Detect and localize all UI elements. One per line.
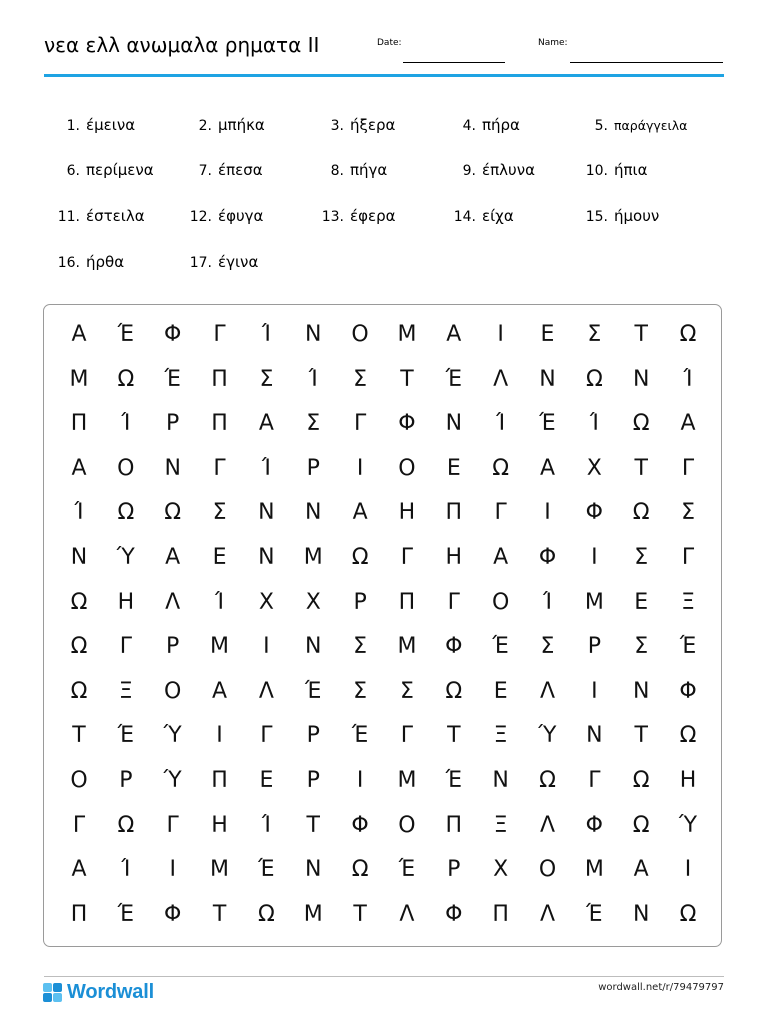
grid-letter[interactable]: Ί <box>121 857 131 883</box>
grid-letter[interactable]: Ξ <box>493 812 508 838</box>
grid-letter[interactable]: Ω <box>70 678 88 704</box>
grid-letter[interactable]: Ν <box>632 678 650 704</box>
grid-letter[interactable]: Ι <box>544 500 551 526</box>
grid-letter[interactable]: Τ <box>72 723 86 749</box>
word-text: έφερα <box>350 207 396 225</box>
grid-letter[interactable]: Ω <box>492 455 510 481</box>
grid-letter[interactable]: Φ <box>351 812 369 838</box>
grid-letter[interactable]: Ι <box>497 322 504 347</box>
grid-letter[interactable]: Ε <box>634 589 649 615</box>
grid-letter[interactable]: Φ <box>538 545 557 570</box>
grid-letter[interactable]: Ν <box>632 366 650 392</box>
grid-letter[interactable]: Έ <box>305 678 322 704</box>
grid-letter[interactable]: Α <box>539 455 556 481</box>
grid-letter[interactable]: Τ <box>634 322 648 347</box>
grid-letter[interactable]: Π <box>211 768 228 793</box>
grid-letter[interactable]: Α <box>633 857 649 883</box>
grid-letter[interactable]: Έ <box>117 322 135 347</box>
word-text: ήμουν <box>614 207 660 225</box>
grid-letter[interactable]: Ί <box>215 589 225 615</box>
word-number: 14. <box>453 209 476 225</box>
word-text: πήγα <box>350 161 388 179</box>
grid-letter[interactable]: Έ <box>586 901 603 927</box>
grid-letter[interactable]: Ν <box>586 723 603 749</box>
grid-letter[interactable]: Ω <box>257 901 275 927</box>
grid-letter[interactable]: Σ <box>306 411 321 437</box>
grid-letter[interactable]: Α <box>493 545 509 570</box>
grid-letter[interactable]: Π <box>211 366 228 392</box>
grid-letter[interactable]: Μ <box>397 634 417 660</box>
grid-letter[interactable]: Α <box>71 322 87 347</box>
grid-letter[interactable]: Π <box>211 411 228 437</box>
date-field[interactable] <box>403 62 505 63</box>
grid-letter[interactable]: Α <box>71 455 87 481</box>
word-list-item <box>178 161 263 179</box>
word-number: 13. <box>321 209 344 225</box>
grid-letter[interactable]: Α <box>165 545 181 570</box>
wordwall-logo-text: Wordwall <box>67 980 154 1003</box>
grid-letter[interactable]: Γ <box>213 455 226 481</box>
word-text: πήρα <box>482 116 520 134</box>
grid-letter[interactable]: Έ <box>679 634 697 660</box>
grid-letter[interactable]: Ύ <box>678 812 698 838</box>
grid-letter[interactable]: Τ <box>447 723 461 749</box>
grid-letter[interactable]: Π <box>445 812 463 838</box>
grid-letter[interactable]: Έ <box>539 411 556 437</box>
grid-letter[interactable]: Η <box>211 812 228 838</box>
grid-letter[interactable]: Ο <box>70 768 88 793</box>
grid-letter[interactable]: Μ <box>397 322 417 347</box>
word-list-item <box>46 207 145 225</box>
word-list-item <box>46 116 135 134</box>
grid-letter[interactable]: Φ <box>164 322 182 347</box>
grid-letter[interactable]: Γ <box>588 768 601 793</box>
grid-letter[interactable]: Σ <box>634 634 649 660</box>
grid-letter[interactable]: Τ <box>634 723 648 749</box>
grid-letter[interactable]: Ί <box>589 411 599 437</box>
grid-letter[interactable]: Η <box>398 500 416 526</box>
grid-letter[interactable]: Ω <box>632 812 650 838</box>
grid-letter[interactable]: Σ <box>259 366 274 392</box>
grid-letter[interactable]: Τ <box>353 901 367 927</box>
grid-letter[interactable]: Ν <box>492 768 509 793</box>
grid-letter[interactable]: Ί <box>261 455 271 481</box>
grid-letter[interactable]: Ω <box>539 768 556 793</box>
grid-letter[interactable]: Γ <box>72 812 86 838</box>
grid-letter[interactable]: Χ <box>305 589 321 615</box>
grid-letter[interactable]: Φ <box>679 678 697 704</box>
name-field[interactable] <box>570 62 723 63</box>
grid-letter[interactable]: Ω <box>164 500 182 526</box>
grid-letter[interactable]: Α <box>352 500 368 526</box>
grid-letter[interactable]: Π <box>492 901 509 927</box>
grid-letter[interactable]: Ω <box>117 366 135 392</box>
word-list-item <box>46 253 124 271</box>
grid-letter[interactable]: Λ <box>539 901 556 927</box>
word-number: 2. <box>198 118 212 134</box>
grid-letter[interactable]: Γ <box>400 545 414 570</box>
word-text: περίμενα <box>86 161 154 179</box>
grid-letter[interactable]: Φ <box>164 901 182 927</box>
grid-letter[interactable]: Ξ <box>493 723 508 749</box>
grid-letter[interactable]: Ρ <box>119 768 133 793</box>
grid-letter[interactable]: Ω <box>351 545 369 570</box>
word-text: έγινα <box>218 253 259 271</box>
word-list-item <box>442 116 520 134</box>
grid-letter[interactable]: Π <box>445 500 463 526</box>
word-number: 7. <box>198 163 212 179</box>
grid-letter[interactable]: Χ <box>493 857 509 883</box>
grid-letter[interactable]: Λ <box>493 366 509 392</box>
grid-letter[interactable]: Ξ <box>681 589 695 615</box>
grid-letter[interactable]: Ο <box>117 455 135 481</box>
grid-letter[interactable]: Λ <box>539 678 556 704</box>
page-title: νεα ελλ ανωμαλα ρηματα ΙΙ <box>44 33 320 57</box>
grid-letter[interactable]: Ν <box>539 366 556 392</box>
grid-letter[interactable]: Μ <box>584 589 604 615</box>
grid-letter[interactable]: Π <box>70 411 88 437</box>
word-list-item <box>574 116 687 134</box>
grid-letter[interactable]: Γ <box>681 455 695 481</box>
grid-letter[interactable]: Ι <box>591 678 598 704</box>
grid-letter[interactable]: Ω <box>632 768 650 793</box>
grid-letter[interactable]: Μ <box>303 545 323 570</box>
word-list-item <box>178 253 258 271</box>
grid-letter[interactable]: Ν <box>445 411 463 437</box>
word-text: έφυγα <box>218 207 264 225</box>
word-text: έπεσα <box>218 161 263 179</box>
grid-letter[interactable]: Ν <box>632 901 650 927</box>
word-number: 1. <box>66 118 80 134</box>
wordwall-logo-icon <box>43 983 62 1002</box>
grid-letter[interactable]: Γ <box>119 634 132 660</box>
word-list-item <box>442 207 514 225</box>
grid-letter[interactable]: Ί <box>683 366 693 392</box>
word-number: 9. <box>462 163 476 179</box>
grid-letter[interactable]: Ί <box>261 322 271 347</box>
grid-letter[interactable]: Α <box>258 411 274 437</box>
grid-letter[interactable]: Σ <box>212 500 227 526</box>
grid-letter[interactable]: Έ <box>258 857 275 883</box>
word-number: 16. <box>57 255 80 271</box>
grid-letter[interactable]: Ε <box>493 678 508 704</box>
grid-letter[interactable]: Ε <box>540 322 555 347</box>
grid-letter[interactable]: Ύ <box>163 723 182 749</box>
grid-letter[interactable]: Σ <box>353 634 368 660</box>
grid-letter[interactable]: Ι <box>684 857 692 883</box>
grid-letter[interactable]: Ω <box>632 500 650 526</box>
grid-letter[interactable]: Έ <box>164 366 181 392</box>
grid-letter[interactable]: Σ <box>540 634 555 660</box>
word-search-grid <box>43 304 722 947</box>
grid-letter[interactable]: Ι <box>169 857 176 883</box>
grid-letter[interactable]: Ύ <box>163 768 182 793</box>
grid-letter[interactable]: Σ <box>353 678 368 704</box>
grid-letter[interactable]: Η <box>117 589 135 615</box>
grid-letter[interactable]: Γ <box>494 500 507 526</box>
grid-letter[interactable]: Ρ <box>166 411 180 437</box>
word-list-item <box>574 161 648 179</box>
word-text: έστειλα <box>86 207 145 225</box>
grid-letter[interactable]: Γ <box>447 589 460 615</box>
word-text: ήρθα <box>86 253 125 271</box>
grid-letter[interactable]: Σ <box>353 366 368 392</box>
grid-letter[interactable]: Ι <box>356 455 364 481</box>
grid-letter[interactable]: Η <box>679 768 697 793</box>
grid-letter[interactable]: Σ <box>634 545 649 570</box>
grid-letter[interactable]: Ν <box>70 545 88 570</box>
grid-letter[interactable]: Φ <box>398 411 416 437</box>
grid-letter[interactable]: Μ <box>303 901 323 927</box>
grid-letter[interactable]: Λ <box>165 589 181 615</box>
grid-letter[interactable]: Λ <box>399 901 415 927</box>
word-text: μπήκα <box>218 116 265 134</box>
grid-letter[interactable]: Φ <box>585 500 603 526</box>
grid-letter[interactable]: Ω <box>679 901 697 927</box>
grid-letter[interactable]: Έ <box>445 768 462 793</box>
grid-letter[interactable]: Ν <box>305 857 322 883</box>
grid-letter[interactable]: Ύ <box>116 545 135 570</box>
grid-letter[interactable]: Ω <box>585 366 603 392</box>
word-list-item <box>178 116 265 134</box>
grid-letter[interactable]: Γ <box>260 723 273 749</box>
grid-letter[interactable]: Λ <box>258 678 274 704</box>
grid-letter[interactable]: Α <box>71 857 87 883</box>
grid-letter[interactable]: Τ <box>634 455 648 481</box>
grid-letter[interactable]: Φ <box>445 634 463 660</box>
grid-letter[interactable]: Ξ <box>118 678 133 704</box>
grid-letter[interactable]: Ω <box>632 411 650 437</box>
word-list-item <box>178 207 263 225</box>
grid-letter[interactable]: Ε <box>212 545 227 570</box>
grid-letter[interactable]: Ν <box>305 634 322 660</box>
word-text: έμεινα <box>86 116 136 134</box>
grid-letter[interactable]: Ν <box>258 545 275 570</box>
grid-letter[interactable]: Σ <box>681 500 695 526</box>
word-list-item <box>46 161 154 179</box>
word-text: ήξερα <box>350 116 396 134</box>
word-text: ήπια <box>614 161 648 179</box>
grid-letter[interactable]: Γ <box>353 411 367 437</box>
grid-letter[interactable]: Μ <box>69 366 89 392</box>
word-number: 17. <box>189 255 212 271</box>
grid-letter[interactable]: Σ <box>399 678 414 704</box>
word-number: 5. <box>594 118 608 134</box>
grid-letter[interactable]: Ί <box>543 589 552 615</box>
grid-letter[interactable]: Σ <box>587 322 602 347</box>
grid-letter[interactable]: Ι <box>356 768 364 793</box>
grid-letter[interactable]: Ω <box>351 857 369 883</box>
grid-letter[interactable]: Ε <box>446 455 461 481</box>
word-number: 3. <box>330 118 344 134</box>
grid-letter[interactable]: Ν <box>305 322 322 347</box>
grid-letter[interactable]: Γ <box>400 723 414 749</box>
grid-letter[interactable]: Φ <box>585 812 603 838</box>
grid-letter[interactable]: Έ <box>351 723 369 749</box>
grid-letter[interactable]: Ω <box>679 322 697 347</box>
grid-letter[interactable]: Ο <box>398 812 416 838</box>
word-list-item <box>310 161 387 179</box>
footer-url[interactable]: wordwall.net/r/79479797 <box>598 982 724 993</box>
grid-letter[interactable]: Τ <box>212 901 227 927</box>
grid-letter[interactable]: Λ <box>539 812 556 838</box>
grid-letter[interactable]: Ο <box>491 589 510 615</box>
grid-letter[interactable]: Μ <box>397 768 417 793</box>
grid-letter[interactable]: Α <box>446 322 462 347</box>
word-number: 8. <box>330 163 344 179</box>
grid-letter[interactable]: Ρ <box>353 589 367 615</box>
grid-letter[interactable]: Ι <box>591 545 598 570</box>
grid-letter[interactable]: Έ <box>398 857 416 883</box>
header-divider <box>44 74 724 77</box>
grid-letter[interactable]: Ί <box>308 366 318 392</box>
grid-letter[interactable]: Α <box>212 678 228 704</box>
grid-letter[interactable]: Ο <box>164 678 182 704</box>
grid-letter[interactable]: Ί <box>121 411 131 437</box>
grid-letter[interactable]: Ι <box>216 723 223 749</box>
grid-letter[interactable]: Ε <box>259 768 274 793</box>
grid-letter[interactable]: Ί <box>74 500 84 526</box>
grid-letter[interactable]: Ω <box>445 678 463 704</box>
grid-letter[interactable]: Η <box>445 545 463 570</box>
word-list-item <box>442 161 535 179</box>
grid-letter[interactable]: Τ <box>400 366 414 392</box>
word-text: παράγγειλα <box>614 118 688 133</box>
grid-letter[interactable]: Χ <box>258 589 274 615</box>
footer-divider <box>44 976 724 977</box>
grid-letter[interactable]: Ω <box>70 589 88 615</box>
grid-letter[interactable]: Μ <box>210 634 230 660</box>
grid-letter[interactable]: Ύ <box>538 723 557 749</box>
word-list-item <box>310 207 396 225</box>
grid-letter[interactable]: Έ <box>117 901 135 927</box>
grid-letter[interactable]: Χ <box>586 455 602 481</box>
grid-letter[interactable]: Γ <box>681 545 695 570</box>
word-number: 4. <box>462 118 476 134</box>
word-number: 12. <box>189 209 212 225</box>
grid-letter[interactable]: Ί <box>496 411 506 437</box>
grid-letter[interactable]: Γ <box>213 322 226 347</box>
grid-letter[interactable]: Ρ <box>587 634 601 660</box>
grid-letter[interactable]: Ι <box>263 634 270 660</box>
grid-letter[interactable]: Γ <box>166 812 179 838</box>
grid-letter[interactable]: Ρ <box>306 455 320 481</box>
grid-letter[interactable]: Μ <box>210 857 230 883</box>
grid-letter[interactable]: Ρ <box>447 857 461 883</box>
grid-letter[interactable]: Τ <box>306 812 320 838</box>
grid-letter[interactable]: Ί <box>261 812 271 838</box>
grid-letter[interactable]: Ω <box>117 500 135 526</box>
grid-letter[interactable]: Μ <box>584 857 604 883</box>
grid-letter[interactable]: Ο <box>538 857 557 883</box>
grid-letter[interactable]: Ρ <box>166 634 180 660</box>
word-number: 6. <box>66 163 80 179</box>
word-list-item <box>574 207 659 225</box>
word-number: 11. <box>57 209 80 225</box>
word-number: 15. <box>585 209 608 225</box>
word-list-item <box>310 116 395 134</box>
word-text: έπλυνα <box>482 161 535 179</box>
date-label: Date: <box>377 38 402 48</box>
grid-letter[interactable]: Ο <box>351 322 369 347</box>
grid-letter[interactable]: Έ <box>445 366 462 392</box>
grid-letter[interactable]: Α <box>680 411 696 437</box>
grid-letter[interactable]: Ν <box>258 500 275 526</box>
grid-letter[interactable]: Ω <box>117 812 135 838</box>
grid-letter[interactable]: Έ <box>492 634 509 660</box>
word-number: 10. <box>585 163 608 179</box>
grid-letter[interactable]: Ω <box>679 723 697 749</box>
grid-letter[interactable]: Φ <box>445 901 463 927</box>
grid-letter[interactable]: Π <box>398 589 416 615</box>
name-label: Name: <box>538 38 568 48</box>
grid-letter[interactable]: Ν <box>164 455 181 481</box>
grid-letter[interactable]: Έ <box>117 723 135 749</box>
grid-letter[interactable]: Ρ <box>306 723 320 749</box>
grid-letter[interactable]: Ω <box>70 634 88 660</box>
word-text: είχα <box>482 207 514 225</box>
wordwall-logo[interactable] <box>43 981 154 1003</box>
grid-letter[interactable]: Ο <box>398 455 416 481</box>
grid-letter[interactable]: Ρ <box>306 768 320 793</box>
grid-letter[interactable]: Π <box>70 901 88 927</box>
grid-letter[interactable]: Ν <box>305 500 322 526</box>
